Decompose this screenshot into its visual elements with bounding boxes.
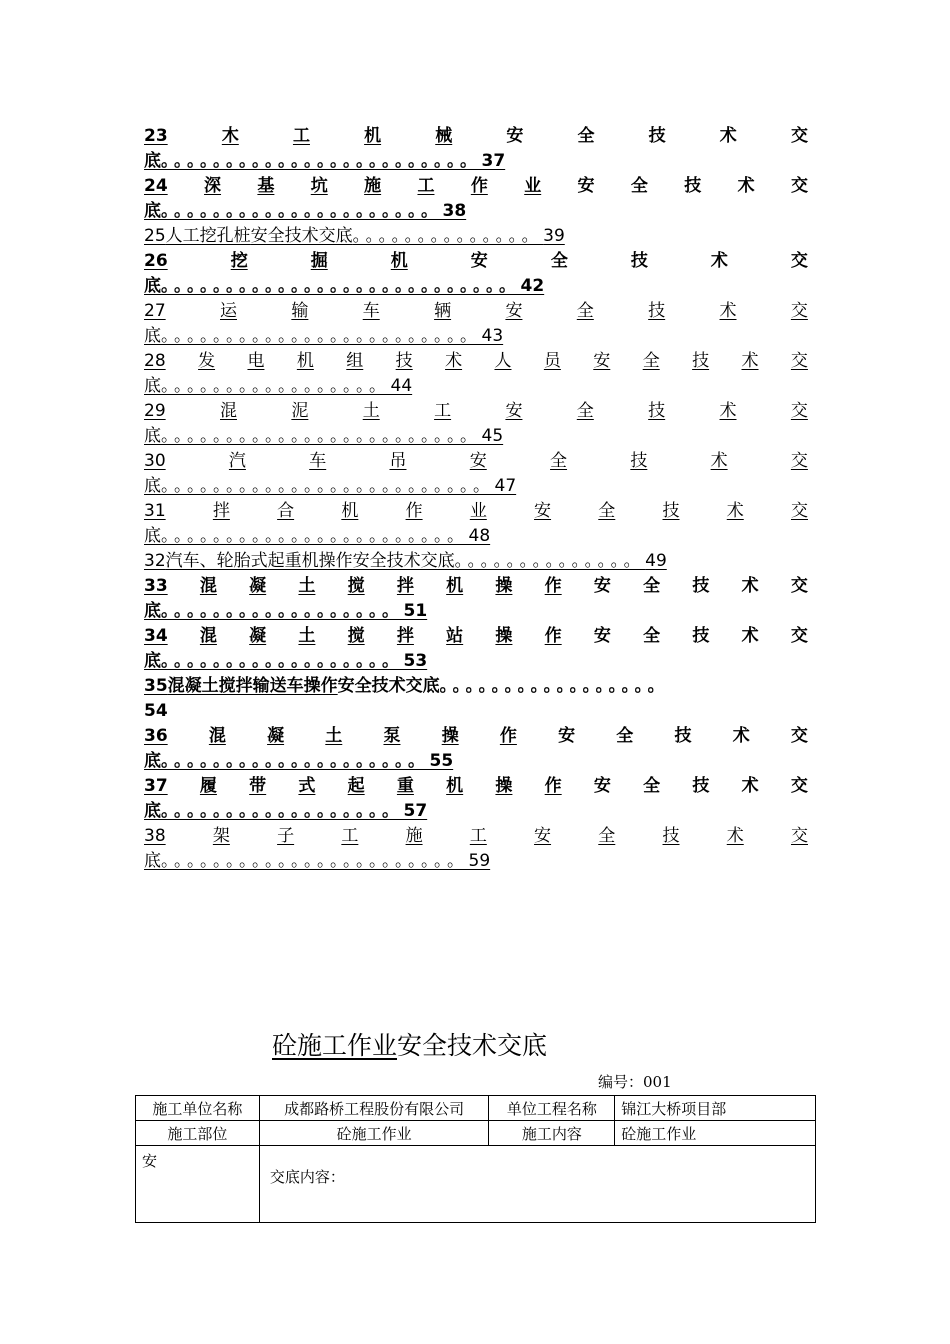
toc-entry-title: 汽车、轮胎式起重机操作安全技术交底 (165, 551, 455, 571)
toc-entry-title-line (144, 349, 808, 374)
toc-entry-char: 履 (199, 776, 217, 796)
toc-entry-dots: 。。。。。。。。。。。。。。。。。 (161, 376, 391, 396)
toc-entry-char: 全 (643, 776, 661, 796)
toc-entry-char: 安 (593, 776, 611, 796)
toc-entry-char: 术 (726, 501, 744, 521)
toc-entry-title-line (144, 774, 808, 799)
toc-entry-char: 交 (790, 176, 808, 196)
toc-entry-char: 凝 (249, 626, 267, 646)
toc-entry-char: 交 (790, 501, 808, 521)
toc-entry-char: 混 (220, 401, 237, 421)
document-title (272, 1028, 547, 1064)
toc-entry-char: 电 (247, 351, 265, 371)
toc-entry-char: 坑 (310, 176, 328, 196)
toc-entry-page-number: 59 (468, 851, 491, 871)
toc-entry-char: 安 (558, 726, 576, 746)
toc-entry-char: 术 (710, 451, 728, 471)
toc-entry-char: 底 (144, 426, 161, 446)
toc-entry-char: 31 (144, 501, 166, 521)
toc-entry-page-number: 55 (429, 751, 454, 771)
toc-entry-char: 底 (144, 326, 161, 346)
toc-entry-title-rest: 安全技术交底 (337, 676, 440, 696)
toc-entry-page-line (144, 424, 808, 449)
document-number: 编号：001 (598, 1073, 672, 1091)
toc-entry-char: 安 (593, 626, 611, 646)
toc-entry-char: 技 (648, 401, 666, 421)
toc-entry-char: 术 (741, 776, 759, 796)
toc-entry-char: 作 (405, 501, 423, 521)
disclosure-info-table (135, 1095, 816, 1223)
construction-content-label: 施工内容 (489, 1121, 615, 1146)
toc-entry-page-number: 43 (481, 326, 504, 346)
toc-entry-char: 架 (212, 826, 230, 846)
toc-entry-page-number: 54 (144, 701, 168, 721)
toc-entry-char: 34 (144, 626, 168, 646)
toc-entry-char: 土 (298, 576, 316, 596)
toc-entry-char: 掘 (310, 251, 328, 271)
toc-entry-char: 底 (144, 151, 161, 171)
document-title-rest: 安全技术交底 (397, 1031, 548, 1060)
toc-entry-char: 土 (325, 726, 343, 746)
toc-entry-char: 底 (144, 376, 161, 396)
toc-entry-char: 土 (298, 626, 316, 646)
toc-entry-char: 重 (396, 776, 414, 796)
toc-entry-char: 机 (446, 576, 464, 596)
toc-entry-char: 员 (543, 351, 561, 371)
toc-entry-page-line (144, 799, 808, 824)
toc-entry-char: 操 (495, 776, 513, 796)
toc-entry-char: 术 (726, 826, 744, 846)
toc-entry-char: 技 (630, 451, 648, 471)
toc-entry (144, 574, 808, 624)
toc-entry-char: 全 (550, 251, 568, 271)
toc-entry-char: 辆 (434, 301, 452, 321)
toc-entry-char: 交 (790, 726, 808, 746)
toc-entry (144, 299, 808, 349)
toc-entry-char: 吊 (389, 451, 407, 471)
toc-entry-char: 子 (277, 826, 295, 846)
toc-entry-char: 技 (674, 726, 692, 746)
toc-entry-title: 混凝土搅拌输送车操作 (167, 676, 338, 696)
toc-entry-title-line (144, 449, 808, 474)
toc-entry-dots: 。。。。。。。。。。。。。。。。。。。。 (161, 751, 430, 771)
toc-entry-page-number: 38 (442, 201, 467, 221)
toc-entry-char: 交 (790, 401, 808, 421)
toc-entry-char: 底 (144, 801, 161, 821)
toc-entry-title-rest: 安全技术交底 (250, 226, 353, 246)
construction-content-value: 砼施工作业 (615, 1121, 816, 1146)
toc-entry-dots: 。。。。。。。。。。。。。。。。。。。。。 (161, 201, 443, 221)
toc-entry-char: 技 (662, 826, 680, 846)
toc-entry-dots: 。。。。。。。。。。。。。。。。。。。。。。。 (161, 851, 469, 871)
toc-entry-char: 工 (469, 826, 487, 846)
toc-entry-title-line (144, 174, 808, 199)
toc-entry-char: 技 (692, 576, 710, 596)
toc-entry-char: 全 (642, 351, 660, 371)
toc-entry-char: 交 (790, 626, 808, 646)
toc-entry-page-line (144, 274, 808, 299)
toc-entry-page-line (144, 324, 808, 349)
construction-unit-label: 施工单位名称 (136, 1096, 260, 1121)
toc-entry-char: 起 (347, 776, 365, 796)
toc-entry (144, 124, 808, 174)
toc-entry-page-line (144, 374, 808, 399)
toc-entry-page-line (144, 524, 808, 549)
toc-entry-title-line (144, 574, 808, 599)
toc-entry-char: 技 (630, 251, 648, 271)
toc-entry-char: 施 (364, 176, 382, 196)
toc-entry (144, 399, 808, 449)
toc-entry-char: 施 (405, 826, 423, 846)
toc-entry-char: 全 (576, 301, 594, 321)
toc-entry-char: 挖 (230, 251, 248, 271)
toc-entry-char: 机 (364, 126, 382, 146)
toc-entry-page-number: 53 (403, 651, 428, 671)
toc-entry (144, 174, 808, 224)
toc-entry-char: 交 (790, 301, 808, 321)
toc-entry-char: 底 (144, 201, 161, 221)
toc-entry-char: 输 (291, 301, 309, 321)
toc-entry (144, 224, 808, 249)
toc-entry-page-line (144, 149, 808, 174)
toc-entry-char: 全 (643, 626, 661, 646)
table-row (136, 1096, 816, 1121)
toc-entry-page-line (144, 599, 808, 624)
toc-entry-char: 土 (362, 401, 380, 421)
toc-entry-char: 作 (544, 626, 562, 646)
toc-entry-char: 技 (648, 126, 666, 146)
toc-entry-title-line (144, 674, 808, 699)
toc-entry-char: 技 (684, 176, 702, 196)
toc-entry-char: 交 (790, 126, 808, 146)
toc-entry-page-line (144, 699, 808, 724)
toc-entry-title-line (144, 499, 808, 524)
toc-entry-char: 安 (470, 251, 488, 271)
toc-entry-page-line (144, 749, 808, 774)
toc-entry-char: 操 (441, 726, 459, 746)
toc-entry-dots: 。。。。。。。。。。。。。。 (352, 226, 544, 246)
toc-entry-char: 混 (208, 726, 226, 746)
toc-entry-page-number: 51 (403, 601, 428, 621)
toc-entry-title: 人工挖孔桩 (165, 226, 251, 246)
toc-entry-char: 带 (249, 776, 267, 796)
toc-entry-char: 底 (144, 651, 161, 671)
toc-entry-char: 安 (469, 451, 487, 471)
document-title-underlined: 砼施工作业 (272, 1031, 398, 1060)
toc-entry-char: 式 (298, 776, 316, 796)
toc-entry-page-line (144, 849, 808, 874)
toc-entry-char: 30 (144, 451, 166, 471)
toc-entry-dots: 。。。。。。。。。。。。。。。。。。。。。。。。。 (161, 476, 495, 496)
toc-entry-dots: 。。。。。。。。。。。。。。。。。。。。。。。 (161, 526, 469, 546)
toc-entry-char: 运 (220, 301, 237, 321)
toc-entry-char: 业 (469, 501, 487, 521)
construction-part-label: 施工部位 (136, 1121, 260, 1146)
toc-entry-char: 交 (790, 826, 808, 846)
toc-entry (144, 774, 808, 824)
toc-entry-page-line (144, 474, 808, 499)
toc-entry-char: 技 (692, 626, 710, 646)
toc-entry (144, 724, 808, 774)
toc-entry-char: 全 (616, 726, 634, 746)
toc-entry-char: 底 (144, 276, 161, 296)
toc-entry-char: 全 (550, 451, 568, 471)
toc-entry-char: 合 (277, 501, 295, 521)
toc-entry-char: 术 (445, 351, 463, 371)
toc-entry-char: 全 (577, 126, 595, 146)
toc-entry-char: 作 (499, 726, 517, 746)
unit-project-label: 单位工程名称 (489, 1096, 615, 1121)
toc-entry-char: 工 (292, 126, 310, 146)
toc-entry-char: 技 (692, 351, 710, 371)
toc-entry-page-number: 47 (494, 476, 517, 496)
toc-entry-dots: 。。。。。。。。。。。。。。。。。。 (161, 801, 404, 821)
toc-entry-page-number: 37 (481, 151, 506, 171)
toc-entry-char: 术 (741, 576, 759, 596)
toc-entry-char: 拌 (396, 626, 414, 646)
toc-entry-title-line (144, 624, 808, 649)
toc-entry-char: 械 (435, 126, 453, 146)
toc-entry-char: 安 (593, 351, 611, 371)
toc-entry-char: 技 (648, 301, 666, 321)
toc-entry-page-number: 57 (403, 801, 428, 821)
toc-entry-char: 安 (593, 576, 611, 596)
toc-entry-char: 拌 (212, 501, 230, 521)
toc-entry-char: 安 (505, 401, 523, 421)
toc-entry-char: 操 (495, 626, 513, 646)
toc-entry-char: 木 (221, 126, 239, 146)
toc-entry-dots: 。。。。。。。。。。。。。。。。。 (439, 676, 670, 696)
toc-entry-char: 术 (719, 301, 737, 321)
toc-entry-char: 作 (470, 176, 488, 196)
toc-entry-char: 工 (417, 176, 435, 196)
toc-entry-page-line (144, 649, 808, 674)
toc-entry-char: 工 (434, 401, 452, 421)
toc-entry-char: 全 (576, 401, 594, 421)
toc-entry-char: 底 (144, 476, 161, 496)
toc-entry-char: 凝 (267, 726, 285, 746)
toc-entry-char: 全 (643, 576, 661, 596)
toc-entry-char: 26 (144, 251, 168, 271)
toc-entry-dots: 。。。。。。。。。。。。。。 (454, 551, 646, 571)
toc-entry-number: 35 (144, 676, 168, 696)
toc-entry (144, 674, 808, 724)
toc-entry-char: 混 (199, 576, 217, 596)
toc-entry-char: 机 (390, 251, 408, 271)
toc-entry-char: 深 (204, 176, 222, 196)
toc-entry-title-line (144, 299, 808, 324)
toc-entry-char: 凝 (249, 576, 267, 596)
toc-entry-char: 技 (692, 776, 710, 796)
table-row (136, 1146, 816, 1223)
toc-entry-char: 泥 (291, 401, 309, 421)
toc-entry-dots: 。。。。。。。。。。。。。。。。。。 (161, 651, 404, 671)
toc-entry-char: 全 (598, 826, 616, 846)
toc-entry-dots: 。。。。。。。。。。。。。。。。。。。。。。。。。。。 (161, 276, 521, 296)
toc-entry-title-line (144, 124, 808, 149)
toc-entry-char: 术 (719, 126, 737, 146)
toc-entry-number: 32 (144, 551, 166, 571)
toc-entry-char: 术 (741, 626, 759, 646)
toc-entry-char: 全 (630, 176, 648, 196)
toc-entry-char: 发 (198, 351, 216, 371)
toc-entry-char: 术 (732, 726, 750, 746)
toc-entry-char: 27 (144, 301, 166, 321)
toc-entry-char: 安 (505, 301, 523, 321)
toc-entry-page-number: 39 (543, 226, 565, 246)
toc-entry-char: 交 (790, 451, 808, 471)
toc-entry-char: 28 (144, 351, 166, 371)
toc-entry-char: 全 (598, 501, 616, 521)
table-row (136, 1121, 816, 1146)
unit-project-value: 锦江大桥项目部 (615, 1096, 816, 1121)
content-label: 交底内容： (269, 1168, 345, 1186)
toc-entry-char: 29 (144, 401, 166, 421)
toc-entry (144, 349, 808, 399)
toc-entry-dots: 。。。。。。。。。。。。。。。。。。。。。。。。 (161, 151, 482, 171)
toc-entry-char: 23 (144, 126, 168, 146)
toc-entry-number: 25 (144, 226, 166, 246)
toc-entry-char: 作 (544, 776, 562, 796)
toc-entry (144, 624, 808, 674)
toc-entry-char: 业 (524, 176, 542, 196)
toc-entry-char: 汽 (228, 451, 246, 471)
toc-entry-char: 术 (741, 351, 759, 371)
toc-entry-dots: 。。。。。。。。。。。。。。。。。。。。。。。。 (161, 326, 482, 346)
table-of-contents (144, 124, 808, 874)
toc-entry-char: 混 (199, 626, 217, 646)
toc-entry-char: 交 (790, 776, 808, 796)
toc-entry-page-line (144, 199, 808, 224)
toc-entry-char: 交 (790, 251, 808, 271)
toc-entry-char: 底 (144, 851, 161, 871)
toc-entry-char: 33 (144, 576, 168, 596)
toc-entry-char: 工 (341, 826, 359, 846)
toc-entry-page-number: 49 (645, 551, 667, 571)
content-cell (259, 1146, 815, 1223)
toc-entry (144, 499, 808, 549)
toc-entry (144, 449, 808, 499)
toc-entry-char: 交 (790, 351, 808, 371)
toc-entry-char: 基 (257, 176, 275, 196)
toc-entry-char: 搅 (347, 576, 365, 596)
toc-entry-char: 术 (719, 401, 737, 421)
toc-entry-page-number: 42 (520, 276, 545, 296)
toc-entry-char: 站 (446, 626, 464, 646)
toc-entry-char: 安 (506, 126, 524, 146)
toc-entry-char: 组 (346, 351, 364, 371)
toc-entry-char: 作 (544, 576, 562, 596)
toc-entry-char: 24 (144, 176, 168, 196)
toc-entry-title-line (144, 224, 808, 249)
toc-entry-dots: 。。。。。。。。。。。。。。。。。。。。。。。。 (161, 426, 482, 446)
toc-entry-char: 38 (144, 826, 166, 846)
toc-entry-char: 泵 (383, 726, 401, 746)
toc-entry-char: 技 (662, 501, 680, 521)
toc-entry-char: 安 (534, 501, 552, 521)
toc-entry-char: 操 (495, 576, 513, 596)
toc-entry-char: 车 (309, 451, 327, 471)
toc-entry-char: 车 (362, 301, 380, 321)
toc-entry-page-number: 45 (481, 426, 504, 446)
toc-entry-char: 交 (790, 576, 808, 596)
toc-entry-char: 36 (144, 726, 168, 746)
toc-entry-char: 安 (577, 176, 595, 196)
side-label: 安 (136, 1146, 260, 1223)
toc-entry-dots: 。。。。。。。。。。。。。。。。。。 (161, 601, 404, 621)
toc-entry-char: 机 (296, 351, 314, 371)
toc-entry-char: 底 (144, 526, 161, 546)
toc-entry (144, 824, 808, 874)
toc-entry-title-line (144, 549, 808, 574)
toc-entry-char: 术 (737, 176, 755, 196)
toc-entry-page-number: 44 (390, 376, 413, 396)
toc-entry-char: 37 (144, 776, 168, 796)
toc-entry-char: 底 (144, 751, 161, 771)
construction-unit-value: 成都路桥工程股份有限公司 (259, 1096, 489, 1121)
toc-entry-char: 安 (534, 826, 552, 846)
toc-entry-title-line (144, 399, 808, 424)
toc-entry-char: 搅 (347, 626, 365, 646)
toc-entry-title-line (144, 249, 808, 274)
toc-entry (144, 249, 808, 299)
toc-entry (144, 549, 808, 574)
toc-entry-char: 底 (144, 601, 161, 621)
toc-entry-char: 术 (710, 251, 728, 271)
toc-entry-char: 拌 (396, 576, 414, 596)
toc-entry-char: 机 (446, 776, 464, 796)
toc-entry-char: 机 (341, 501, 359, 521)
toc-entry-title-line (144, 824, 808, 849)
toc-entry-page-number: 48 (468, 526, 491, 546)
toc-entry-char: 人 (494, 351, 512, 371)
toc-entry-char: 技 (395, 351, 413, 371)
construction-part-value: 砼施工作业 (259, 1121, 489, 1146)
toc-entry-title-line (144, 724, 808, 749)
